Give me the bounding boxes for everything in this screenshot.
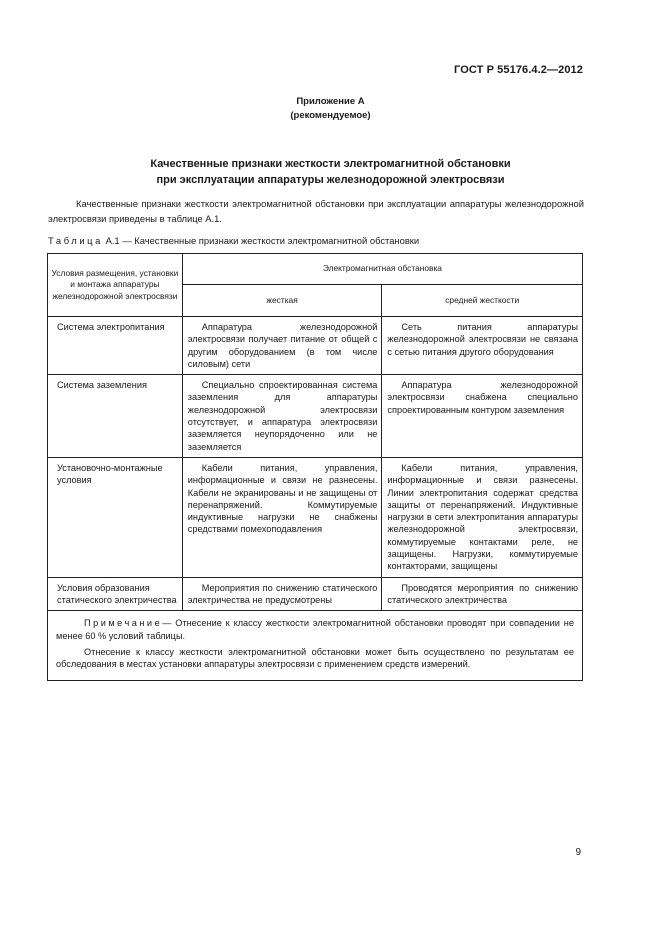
table-caption: [48, 235, 419, 246]
section-heading: [0, 156, 661, 188]
appendix-status: (рекомендуемое): [290, 110, 371, 121]
row-hard: Специально спроектированная система заземления для аппаратуры железнодорожной электросвязи отсутствует, и аппаратура электросвязи заземляется неупорядоченно или не заземляется: [182, 375, 382, 458]
note-label: Примечание: [84, 618, 163, 629]
row-condition: Система заземления: [48, 375, 183, 458]
table-note: [48, 611, 583, 681]
intro-paragraph: Качественные признаки жесткости электромагнитной обстановки при эксплуатации аппаратуры железнодорожной электросвязи приведены в таблице А.1.: [48, 198, 584, 224]
appendix-heading: [0, 95, 661, 123]
row-medium: Проводятся мероприятия по снижению статического электричества: [382, 577, 583, 611]
row-condition: Система электропитания: [48, 317, 183, 375]
header-medium: средней жесткости: [382, 285, 583, 317]
header-em-environment: Электромагнитная обстановка: [182, 254, 582, 285]
header-conditions: Условия размещения, установки и монтажа аппаратуры железнодорожной электросвязи: [48, 254, 183, 317]
table-row: [48, 457, 583, 577]
criteria-table: [47, 253, 583, 681]
table-row: [48, 375, 583, 458]
row-hard: Кабели питания, управления, информационные и связи не разнесены. Кабели не экранированы и не защищены от перенапряжений. Коммутируемые индуктивные нагрузки не снабжены средствами помехоподавления: [182, 457, 382, 577]
heading-line-2: при эксплуатации аппаратуры железнодорожной электросвязи: [156, 174, 505, 186]
row-condition: Установочно-монтажные условия: [48, 457, 183, 577]
row-medium: Сеть питания аппаратуры железнодорожной электросвязи не связана с сетью питания другого оборудования: [382, 317, 583, 375]
document-code: ГОСТ Р 55176.4.2—2012: [454, 64, 583, 76]
table-caption-label: Таблица: [48, 235, 103, 246]
page-number: 9: [575, 847, 581, 858]
row-hard: Аппаратура железнодорожной электросвязи получает питание от общей с другим оборудованием (в том числе силовым) сети: [182, 317, 382, 375]
header-hard: жесткая: [182, 285, 382, 317]
appendix-title: Приложение А: [296, 96, 365, 107]
note-text-1: — Отнесение к классу жесткости электромагнитной обстановки проводят при совпадении не менее 60 % условий таблицы.: [56, 618, 574, 641]
heading-line-1: Качественные признаки жесткости электромагнитной обстановки: [150, 158, 511, 170]
table-row: [48, 317, 583, 375]
row-hard: Мероприятия по снижению статического электричества не предусмотрены: [182, 577, 382, 611]
table-row: [48, 577, 583, 611]
note-paragraph-1: [56, 617, 574, 642]
row-medium: Аппаратура железнодорожной электросвязи снабжена специально спроектированным контуром заземления: [382, 375, 583, 458]
note-paragraph-2: Отнесение к классу жесткости электромагнитной обстановки может быть осуществлено по результатам ее обследования в местах установки аппаратуры электросвязи с применением средств измерений.: [56, 646, 574, 670]
row-medium: Кабели питания, управления, информационные и связи разнесены. Линии электропитания содержат средства защиты от перенапряжений. Индуктивные нагрузки в сети электропитания аппаратуры железнодорожной электросвязи, коммутируемые контактами реле, не защищены. Нагрузки, коммутируемые контакторами, защищены: [382, 457, 583, 577]
table-caption-text: А.1 — Качественные признаки жесткости электромагнитной обстановки: [105, 235, 420, 246]
table-note-row: [48, 611, 583, 681]
row-condition: Условия образования статического электричества: [48, 577, 183, 611]
